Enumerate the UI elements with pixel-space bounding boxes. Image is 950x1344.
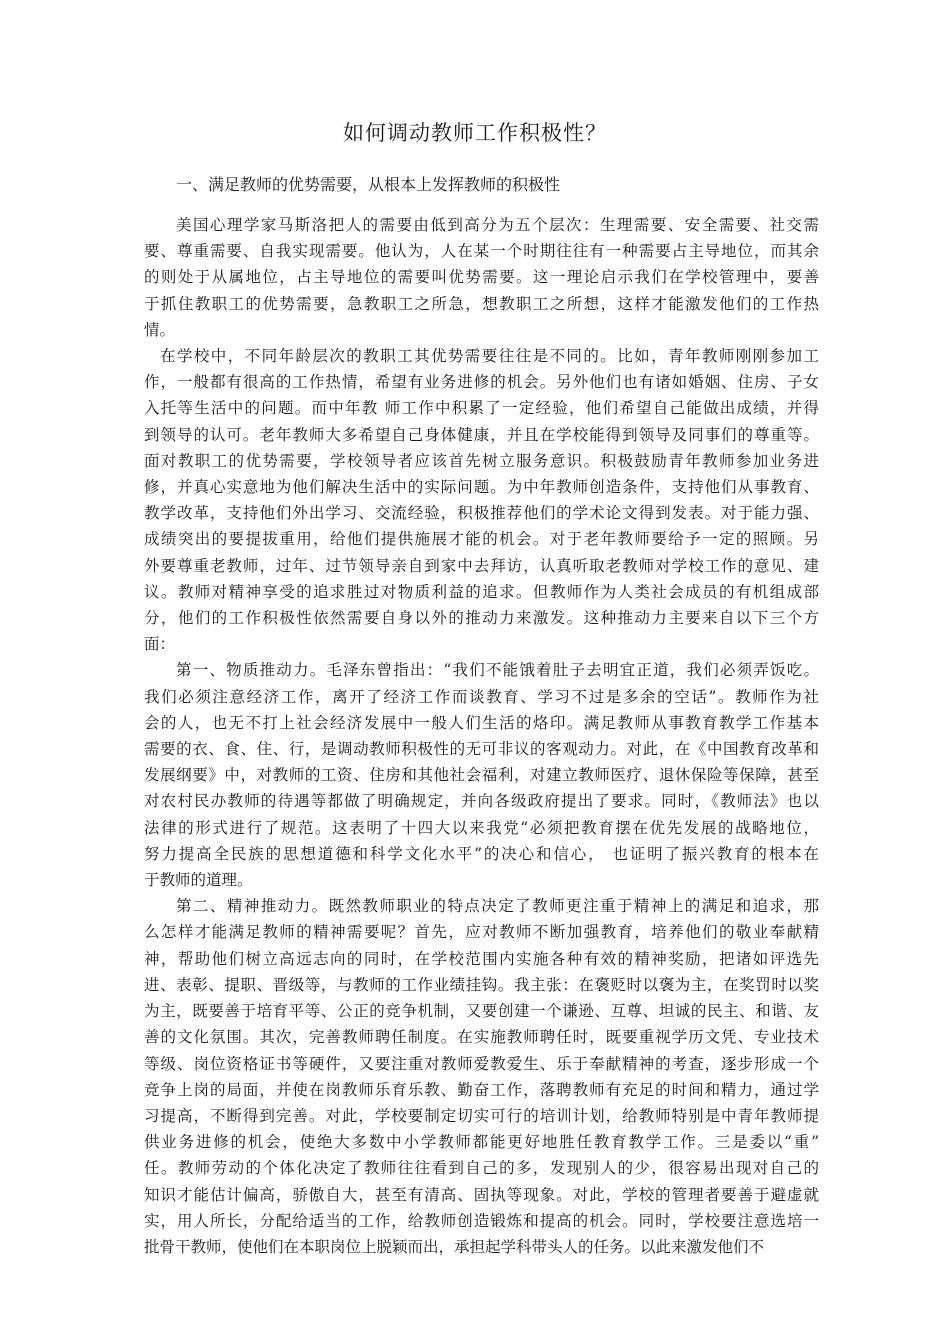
paragraph-line: 对农村民办教师的待遇等都做了明确规定，并向各级政府提出了要求。同时，《教师法》也以 <box>144 792 819 811</box>
paragraph-line: 知识才能估计偏高，骄傲自大，甚至有清高、固执等现象。对此，学校的管理者要善于避虚就 <box>144 1185 819 1204</box>
paragraph-line: 努力提高全民族的思想道德和科学文化水平”的决心和信心， 也证明了振兴教育的根本在 <box>144 844 819 863</box>
paragraph-line: 第二、精神推动力。既然教师职业的特点决定了教师更注重于精神上的满足和追求，那 <box>176 897 819 916</box>
paragraph-line: 面对教职工的优势需要，学校领导者应该首先树立服务意识。积极鼓励青年教师参加业务进 <box>144 451 819 470</box>
document-title: 如何调动教师工作积极性？ <box>343 121 607 145</box>
paragraph-line: 于教师的道理。 <box>144 871 253 890</box>
paragraph-line: 需要的衣、食、住、行，是调动教师积极性的无可非议的客观动力。对此，在《中国教育改革和 <box>144 740 819 759</box>
paragraph-line: 习提高，不断得到完善。对此，学校要制定切实可行的培训计划，给教师特别是中青年教师提 <box>144 1106 819 1125</box>
paragraph-line: 成绩突出的要提拔重用，给他们提供施展才能的机会。对于老年教师要给予一定的照顾。另 <box>144 530 819 549</box>
paragraph-line: 议。教师对精神享受的追求胜过对物质利益的追求。但教师作为人类社会成员的有机组成部 <box>144 582 819 601</box>
section-heading: 一、满足教师的优势需要，从根本上发挥教师的积极性 <box>176 175 561 194</box>
paragraph-line: 实，用人所长，分配给适当的工作，给教师创造锻炼和提高的机会。同时，学校要注意选培一 <box>144 1211 819 1230</box>
paragraph <box>144 657 819 893</box>
paragraph-line: 教学改革，支持他们外出学习、交流经验，积极推荐他们的学术论文得到发表。对于能力强、 <box>144 504 819 523</box>
paragraph-line: 分，他们的工作积极性依然需要自身以外的推动力来激发。这种推动力主要来自以下三个方 <box>144 609 819 628</box>
paragraph-line: 入托等生活中的问题。而中年教 师工作中积累了一定经验，他们希望自己能做出成绩，并得 <box>144 399 819 418</box>
paragraph-line: 等级、岗位资格证书等硬件，又要注重对教师爱教爱生、乐于奉献精神的考查，逐步形成一个 <box>144 1054 819 1073</box>
paragraph-line: 修，并真心实意地为他们解决生活中的实际问题。为中年教师创造条件，支持他们从事教育、 <box>144 478 819 497</box>
paragraph-line: 外要尊重老教师，过年、过节领导亲自到家中去拜访，认真听取老教师对学校工作的意见、建 <box>144 556 819 575</box>
paragraph-line: 任。教师劳动的个体化决定了教师往往看到自己的多，发现别人的少，很容易出现对自己的 <box>144 1159 819 1178</box>
paragraph <box>144 343 819 657</box>
paragraph-line: 美国心理学家马斯洛把人的需要由低到高分为五个层次：生理需要、安全需要、社交需 <box>176 216 819 234</box>
paragraph-line: 么怎样才能满足教师的精神需要呢？首先，应对教师不断加强教育，培养他们的敬业奉献精 <box>144 923 819 942</box>
paragraph-line: 作，一般都有很高的工作热情，希望有业务进修的机会。另外他们也有诸如婚姻、住房、子女 <box>144 373 819 392</box>
paragraph-line: 情。 <box>144 320 176 339</box>
paragraph-line: 第一、物质推动力。毛泽东曾指出：“我们不能饿着肚子去明宜正道，我们必须弄饭吃。 <box>176 661 819 680</box>
paragraph-line: 要、尊重需要、自我实现需要。他认为，人在某一个时期往往有一种需要占主导地位，而其余 <box>144 242 819 261</box>
paragraph-line: 批骨干教师，使他们在本职岗位上脱颖而出，承担起学科带头人的任务。以此来激发他们不 <box>144 1237 765 1256</box>
paragraph-line: 竞争上岗的局面，并使在岗教师乐育乐教、勤奋工作，落聘教师有充足的时间和精力，通过学 <box>144 1080 819 1099</box>
paragraph-line: 的则处于从属地位，占主导地位的需要叫优势需要。这一理论启示我们在学校管理中，要善 <box>144 268 819 287</box>
paragraph-line: 我们必须注意经济工作，离开了经济工作而谈教育、学习不过是多余的空话”。教师作为社 <box>144 687 819 706</box>
paragraph-line: 会的人，也无不打上社会经济发展中一般人们生活的烙印。满足教师从事教育教学工作基本 <box>144 713 819 732</box>
paragraph <box>144 893 819 1260</box>
paragraph-line: 在学校中，不同年龄层次的教职工其优势需要往往是不同的。比如，青年教师刚刚参加工 <box>160 347 819 366</box>
paragraph-line: 神，帮助他们树立高远志向的同时，在学校范围内实施各种有效的精神奖励，把诸如评选先 <box>144 949 819 968</box>
paragraph-line: 发展纲要》中，对教师的工资、住房和其他社会福利，对建立教师医疗、退休保险等保障，甚至 <box>144 766 819 785</box>
paragraph-line: 为主，既要善于培育平等、公正的竞争机制，又要创建一个谦逊、互尊、坦诚的民主、和谐、友 <box>144 1002 819 1021</box>
paragraph-line: 善的文化氛围。其次，完善教师聘任制度。在实施教师聘任时，既要重视学历文凭、专业技术 <box>144 1028 819 1047</box>
paragraph-line: 供业务进修的机会，使绝大多数中小学教师都能更好地胜任教育教学工作。三是委以“重” <box>144 1133 819 1152</box>
paragraph-line: 于抓住教职工的优势需要，急教职工之所急，想教职工之所想，这样才能激发他们的工作热 <box>144 294 819 313</box>
paragraph-line: 法律的形式进行了规范。这表明了十四大以来我党“必须把教育摆在优先发展的战略地位， <box>144 818 819 837</box>
document-body <box>144 212 819 1260</box>
paragraph-line: 面： <box>144 635 176 654</box>
paragraph-line: 到领导的认可。老年教师大多希望自己身体健康，并且在学校能得到领导及同事们的尊重等。 <box>144 425 819 444</box>
paragraph <box>144 212 819 343</box>
paragraph-line: 进、表彰、提职、晋级等，与教师的工作业绩挂钩。我主张：在褒贬时以褒为主，在奖罚时以奖 <box>144 975 819 994</box>
